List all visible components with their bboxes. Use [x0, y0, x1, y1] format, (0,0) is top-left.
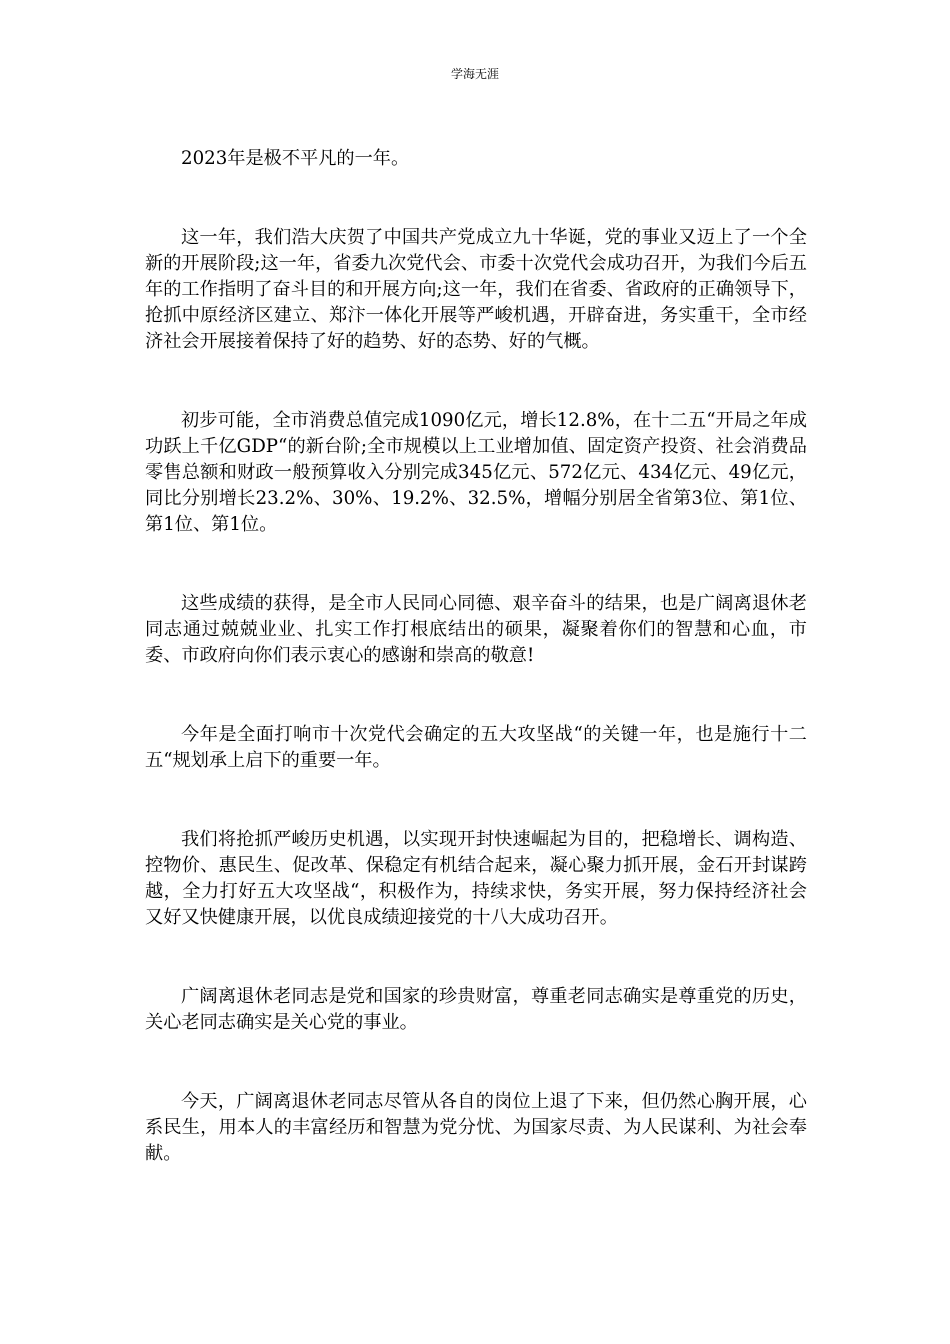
document-body [145, 146, 807, 1167]
paragraph: 这些成绩的获得，是全市人民同心同德、艰辛奋斗的结果，也是广阔离退休老同志通过兢兢业业、扎实工作打根底结出的硕果，凝聚着你们的智慧和心血，市委、市政府向你们表示衷心的感谢和崇高的敬意! [145, 593, 807, 666]
paragraph: 今天，广阔离退休老同志尽管从各自的岗位上退了下来，但仍然心胸开展，心系民生，用本人的丰富经历和智慧为党分忧、为国家尽责、为人民谋利、为社会奉献。 [145, 1091, 807, 1164]
paragraph: 初步可能，全市消费总值完成1090亿元，增长12.8%，在十二五“开局之年成功跃上千亿GDP“的新台阶;全市规模以上工业增加值、固定资产投资、社会消费品零售总额和财政一般预算收入分别完成345亿元、572亿元、434亿元、49亿元，同比分别增长23.2%、30%、19.2%、32.5%，增幅分别居全省第3位、第1位、第1位、第1位。 [145, 410, 807, 535]
paragraph: 这一年，我们浩大庆贺了中国共产党成立九十华诞，党的事业又迈上了一个全新的开展阶段;这一年，省委九次党代会、市委十次党代会成功召开，为我们今后五年的工作指明了奋斗目的和开展方向;这一年，我们在省委、省政府的正确领导下，抢抓中原经济区建立、郑汴一体化开展等严峻机遇，开辟奋进，务实重干，全市经济社会开展接着保持了好的趋势、好的态势、好的气概。 [145, 227, 807, 352]
paragraph: 我们将抢抓严峻历史机遇，以实现开封快速崛起为目的，把稳增长、调构造、控物价、惠民生、促改革、保稳定有机结合起来，凝心聚力抓开展，金石开封谋跨越，全力打好五大攻坚战“，积极作为，持续求快，务实开展，努力保持经济社会又好又快健康开展，以优良成绩迎接党的十八大成功召开。 [145, 829, 807, 928]
paragraph: 广阔离退休老同志是党和国家的珍贵财富，尊重老同志确实是尊重党的历史，关心老同志确实是关心党的事业。 [145, 986, 807, 1033]
paragraph: 2023年是极不平凡的一年。 [181, 148, 410, 169]
paragraph: 今年是全面打响市十次党代会确定的五大攻坚战“的关键一年，也是施行十二五“规划承上启下的重要一年。 [145, 724, 807, 771]
page-header: 学海无涯 [450, 67, 499, 81]
